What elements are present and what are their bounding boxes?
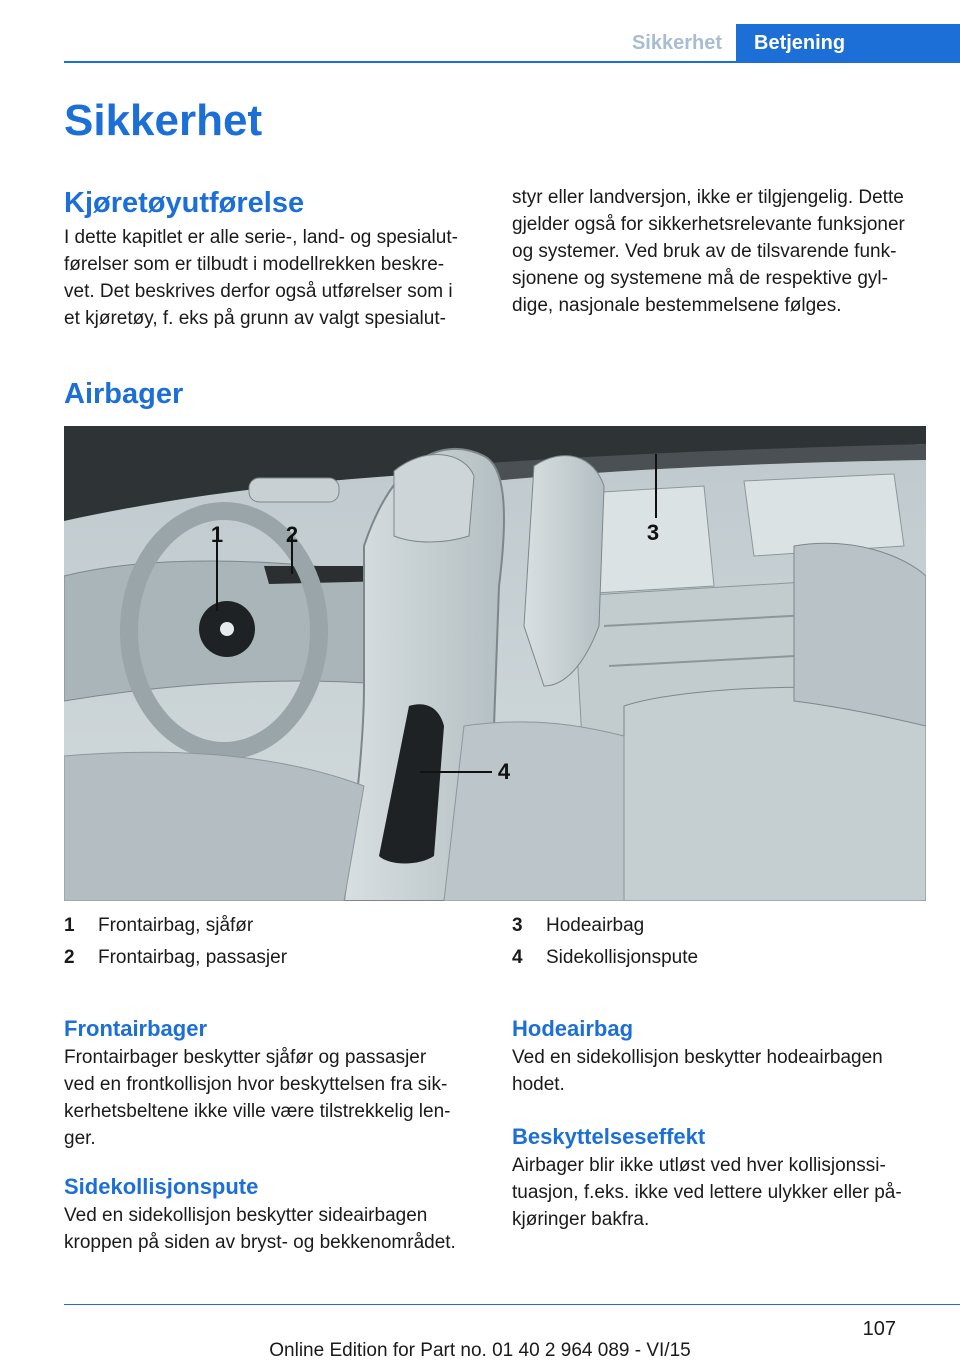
section-heading: Beskyttelseseffekt [512,1124,706,1149]
header-section-inactive: Sikkerhet [631,32,722,54]
text-line: tuasjon, f.eks. ikke ved lettere ulykker eller på- [512,1182,902,1203]
text-line: og systemer. Ved bruk av de tilsvarende funk- [512,241,897,262]
section-heading: Hodeairbag [512,1016,634,1041]
text-line: gjelder også for sikkerhetsrelevante funksjoner [512,214,905,235]
section-heading: Sidekollisjonspute [64,1174,259,1199]
text-line: kjøringer bakfra. [512,1209,650,1230]
header-rule [64,61,960,63]
section-head-airbag [512,1016,926,1098]
legend-text: Frontairbag, passasjer [98,947,288,968]
legend-number: 4 [512,947,523,968]
legend-number: 2 [64,947,75,968]
intro-heading: Kjøretøyutførelse [64,187,305,219]
callout-4: 4 [497,759,511,784]
text-line: Ved en sidekollisjon beskytter hodeairbagen [512,1047,883,1068]
text-line: ved en frontkollisjon hvor beskyttelsen fra sik- [64,1074,448,1095]
section-frontairbags [64,1016,478,1152]
edition-footer: Online Edition for Part no. 01 40 2 964 089 - VI/15 [269,1340,691,1361]
callout-1: 1 [210,522,224,547]
floor [64,752,364,901]
intro-right-text [512,184,926,319]
airbag-illustration [64,426,926,901]
legend-text: Frontairbag, sjåfør [98,915,254,936]
rear-bench [624,687,926,901]
text-line: kroppen på siden av bryst- og bekkenområdet. [64,1232,456,1253]
text-line: dige, nasjonale bestemmelsene følges. [512,295,842,316]
callout-2: 2 [285,522,299,547]
driver-seat-headrest [394,455,474,542]
rearview-mirror [249,478,339,502]
page-title: Sikkerhet [64,96,263,145]
callout-3: 3 [646,520,660,545]
text-line: vet. Det beskrives derfor også utførelser som i [64,281,453,302]
text-line: I dette kapitlet er alle serie-, land- og spesialut- [64,227,458,248]
text-line: styr eller landversjon, ikke er tilgjengelig. Dette [512,187,904,208]
text-line: førelser som er tilbudt i modellrekken beskre- [64,254,445,275]
legend-text: Sidekollisjonspute [546,947,699,968]
header-section-active: Betjening [736,24,960,62]
text-line: kerhetsbeltene ikke ville være tilstrekkelig len- [64,1101,451,1122]
legend-number: 1 [64,915,75,936]
page-number: 107 [862,1318,896,1340]
car-interior-drawing [64,426,926,901]
section-protection-effect [512,1124,926,1233]
intro-left-column [64,187,478,332]
text-line: Frontairbager beskytter sjåfør og passasjer [64,1047,427,1068]
section-side-airbag [64,1174,484,1256]
section-heading: Frontairbager [64,1016,208,1041]
rear-backrest [794,543,926,726]
text-line: hodet. [512,1074,565,1095]
legend-number: 3 [512,915,523,936]
intro-right-column [512,184,926,319]
text-line: sjonene og systemene må de respektive gyl- [512,268,888,289]
text-line: et kjøretøy, f. eks på grunn av valgt spesialut- [64,308,446,329]
center-console [444,722,624,901]
airbags-heading: Airbager [64,378,184,410]
footer-rule [64,1304,960,1305]
intro-left-text [64,224,478,332]
text-line: ger. [64,1128,96,1149]
legend-text: Hodeairbag [546,915,645,936]
text-line: Ved en sidekollisjon beskytter sideairbagen [64,1205,428,1226]
text-line: Airbager blir ikke utløst ved hver kollisjonssi- [512,1155,886,1176]
